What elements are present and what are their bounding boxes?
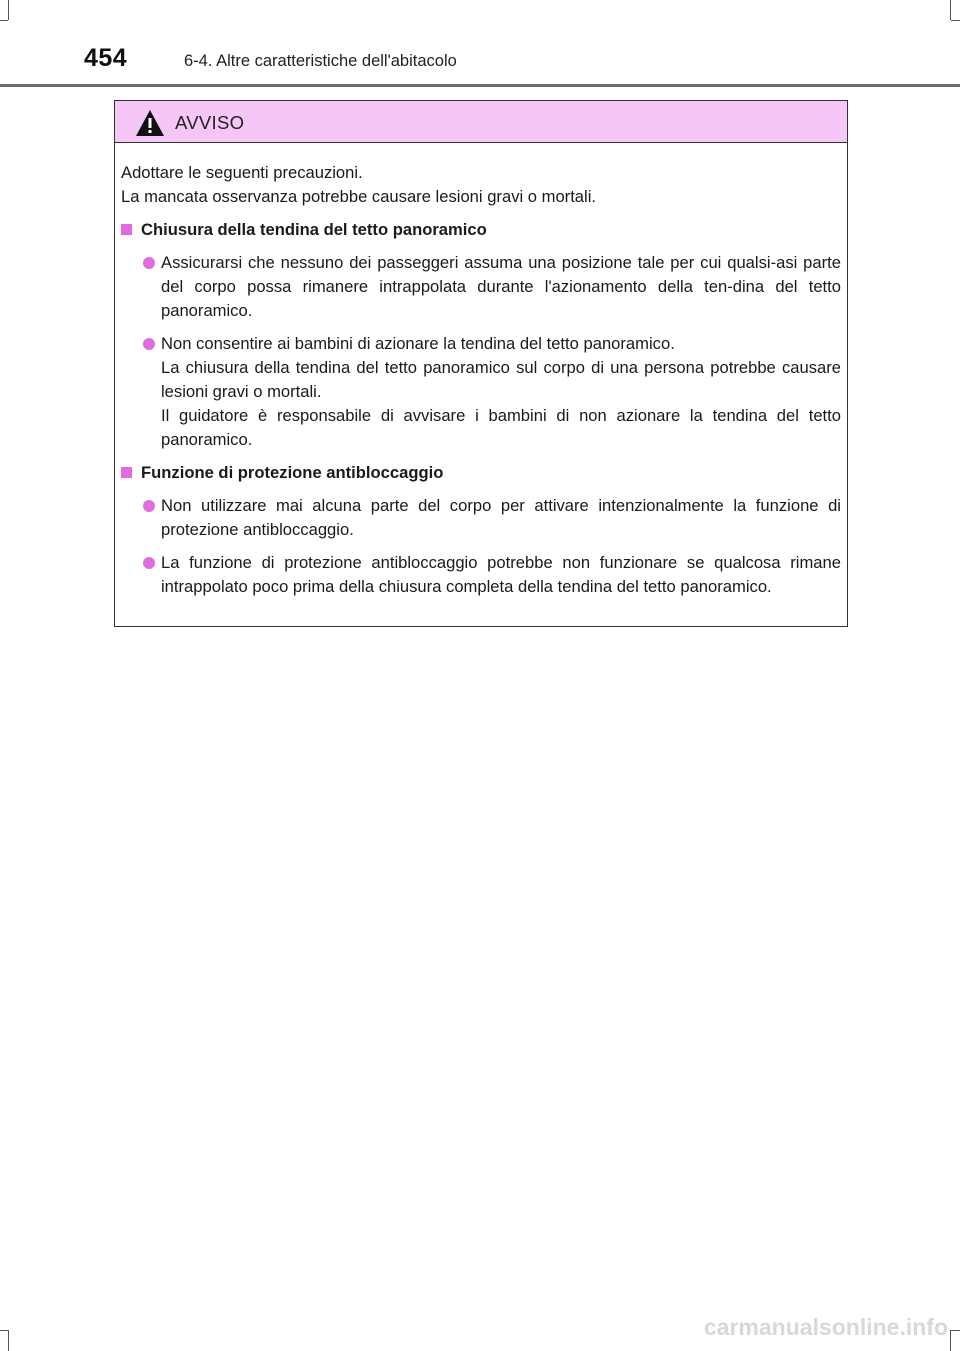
crop-mark	[8, 1330, 9, 1351]
warning-body	[115, 143, 847, 599]
item-text: Il guidatore è responsabile di avvisare i bambini di non azionare la tendina del tetto panoramico.	[161, 406, 841, 449]
section-title: 6-4. Altre caratteristiche dell'abitacolo	[184, 52, 457, 70]
circle-bullet-icon	[143, 338, 155, 350]
header-divider	[0, 84, 960, 87]
page-header	[0, 0, 960, 90]
item-text: La funzione di protezione antibloccaggio potrebbe non funzionare se qualcosa rimane intrappolato poco prima della chiusura completa della tendina del tetto panoramico.	[161, 553, 841, 596]
watermark-logo: carmanualsonline.info	[703, 1314, 948, 1340]
square-bullet-icon	[121, 224, 132, 235]
warning-triangle-icon	[135, 109, 165, 137]
list-item	[121, 551, 841, 599]
warning-title: AVVISO	[175, 112, 245, 133]
section-heading-text: Funzione di protezione antibloccaggio	[141, 463, 444, 482]
warning-header	[115, 101, 847, 143]
crop-mark	[950, 1330, 951, 1351]
square-bullet-icon	[121, 467, 132, 478]
item-text: Assicurarsi che nessuno dei passeggeri assuma una posizione tale per cui qualsi-asi parte del corpo possa rimanere intrappolata durante l'azionamento della ten-dina del tetto panoramico.	[161, 253, 841, 320]
crop-mark	[0, 1330, 8, 1331]
warning-box	[114, 100, 848, 627]
circle-bullet-icon	[143, 557, 155, 569]
page-number: 454	[84, 44, 128, 72]
section-heading	[121, 218, 841, 242]
list-item	[121, 251, 841, 323]
section-heading	[121, 461, 841, 485]
crop-mark	[951, 1330, 960, 1331]
intro-line: Adottare le seguenti precauzioni.	[121, 163, 363, 182]
list-item	[121, 332, 841, 452]
item-text: La chiusura della tendina del tetto panoramico sul corpo di una persona potrebbe causare lesioni gravi o mortali.	[161, 358, 841, 401]
section-heading-text: Chiusura della tendina del tetto panoramico	[141, 220, 487, 239]
list-item	[121, 494, 841, 542]
circle-bullet-icon	[143, 500, 155, 512]
item-text: Non consentire ai bambini di azionare la tendina del tetto panoramico.	[161, 334, 675, 353]
item-text: Non utilizzare mai alcuna parte del corpo per attivare intenzionalmente la funzione di protezione antibloccaggio.	[161, 496, 841, 539]
circle-bullet-icon	[143, 257, 155, 269]
intro-line: La mancata osservanza potrebbe causare lesioni gravi o mortali.	[121, 187, 597, 206]
